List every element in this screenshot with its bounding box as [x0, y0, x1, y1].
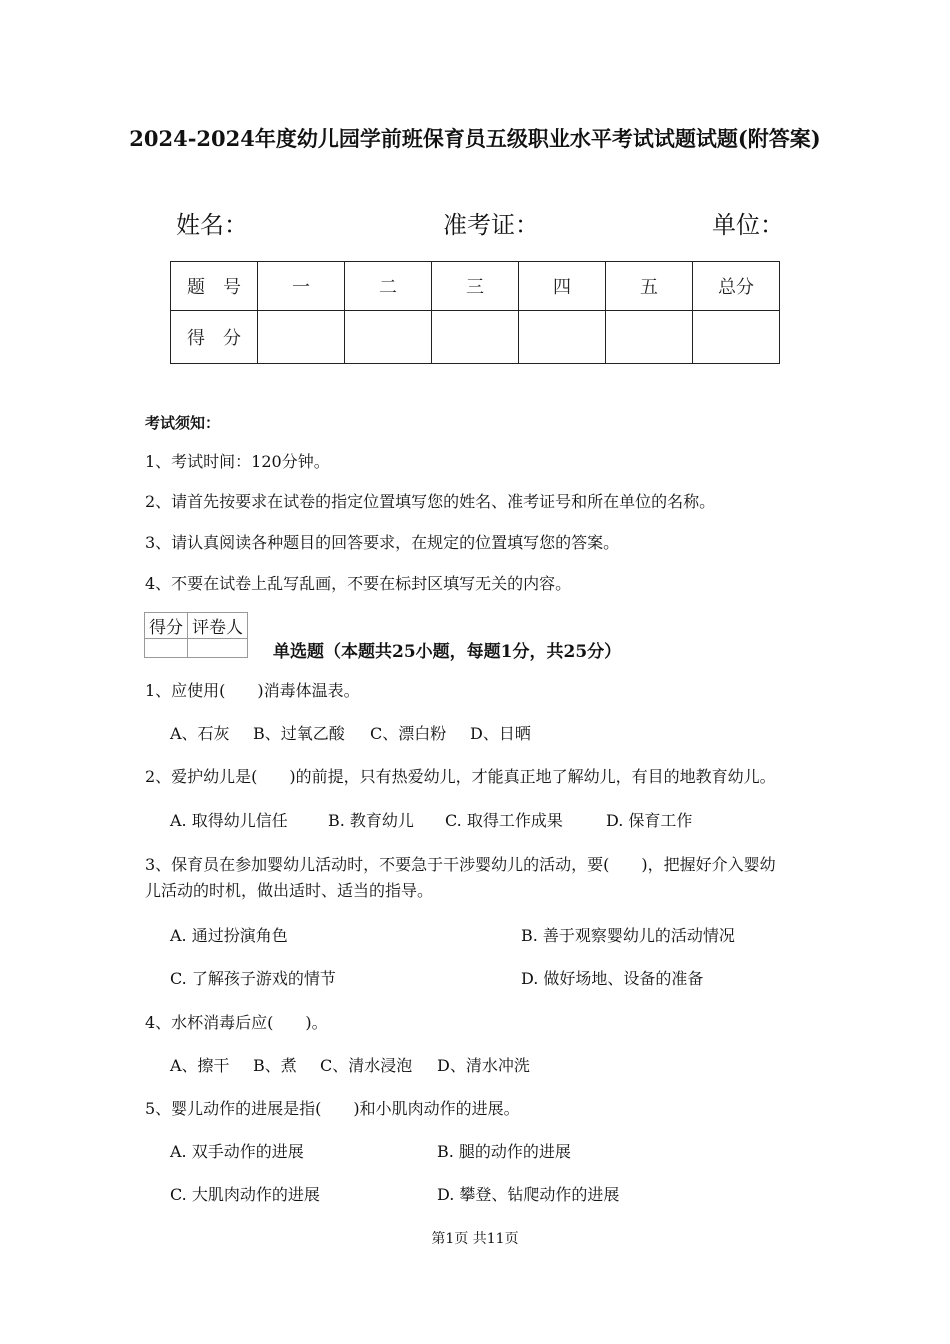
grader-score-cell[interactable]	[145, 639, 188, 658]
option: D、日晒	[470, 724, 531, 743]
option: C. 取得工作成果	[445, 811, 563, 830]
score-table-score-row	[171, 311, 780, 364]
notice-title: 考试须知：	[145, 414, 221, 432]
table-cell: 总分	[693, 262, 780, 311]
score-cell[interactable]	[432, 311, 519, 364]
notice-item: 4、不要在试卷上乱写乱画，不要在标封区填写无关的内容。	[145, 574, 572, 593]
score-cell[interactable]	[345, 311, 432, 364]
table-cell: 四	[519, 262, 606, 311]
score-cell[interactable]	[606, 311, 693, 364]
notice-item: 1、考试时间：120分钟。	[145, 452, 330, 471]
question-stem: 2、爱护幼儿是( )的前提，只有热爱幼儿，才能真正地了解幼儿，有目的地教育幼儿。	[145, 767, 776, 786]
document-title: 2024-2024年度幼儿园学前班保育员五级职业水平考试试题试题(附答案)	[129, 126, 821, 151]
score-cell[interactable]	[693, 311, 780, 364]
exam-id-label: 准考证：	[443, 211, 539, 239]
option: A、石灰	[170, 724, 230, 743]
question-stem: 1、应使用( )消毒体温表。	[145, 681, 360, 700]
table-cell: 五	[606, 262, 693, 311]
option: D. 保育工作	[606, 811, 693, 830]
grader-score-label: 得分	[145, 613, 188, 639]
option: C、清水浸泡	[320, 1056, 413, 1075]
table-cell: 一	[258, 262, 345, 311]
question-stem-continued: 儿活动的时机，做出适时、适当的指导。	[145, 881, 434, 900]
notice-item: 2、请首先按要求在试卷的指定位置填写您的姓名、准考证号和所在单位的名称。	[145, 492, 716, 511]
notice-item: 3、请认真阅读各种题目的回答要求，在规定的位置填写您的答案。	[145, 533, 620, 552]
option: D、清水冲洗	[437, 1056, 530, 1075]
grader-reviewer-cell[interactable]	[188, 639, 248, 658]
option: B. 腿的动作的进展	[437, 1142, 571, 1161]
option: A. 通过扮演角色	[170, 926, 288, 945]
section-title: 单选题（本题共25小题，每题1分，共25分）	[273, 642, 622, 662]
name-label: 姓名：	[176, 211, 248, 239]
score-cell[interactable]	[258, 311, 345, 364]
grader-reviewer-label: 评卷人	[188, 613, 248, 639]
option: B、过氧乙酸	[253, 724, 345, 743]
question-stem: 5、婴儿动作的进展是指( )和小肌肉动作的进展。	[145, 1099, 520, 1118]
option: B. 善于观察婴幼儿的活动情况	[521, 926, 735, 945]
option: C. 了解孩子游戏的情节	[170, 969, 336, 988]
score-table	[170, 261, 780, 364]
option: C、漂白粉	[370, 724, 447, 743]
unit-label: 单位：	[712, 211, 784, 239]
grader-box	[144, 612, 248, 658]
score-cell[interactable]	[519, 311, 606, 364]
option: A. 取得幼儿信任	[170, 811, 288, 830]
option: C. 大肌肉动作的进展	[170, 1185, 320, 1204]
table-cell: 得 分	[171, 311, 258, 364]
option: D. 攀登、钻爬动作的进展	[437, 1185, 620, 1204]
table-cell: 三	[432, 262, 519, 311]
table-cell: 题 号	[171, 262, 258, 311]
option: A. 双手动作的进展	[170, 1142, 304, 1161]
score-table-header-row	[171, 262, 780, 311]
question-stem: 3、保育员在参加婴幼儿活动时，不要急于干涉婴幼儿的活动，要( )，把握好介入婴幼	[145, 855, 776, 874]
option: D. 做好场地、设备的准备	[521, 969, 704, 988]
option: B、煮	[253, 1056, 297, 1075]
page-footer: 第1页 共11页	[431, 1231, 519, 1247]
question-stem: 4、水杯消毒后应( )。	[145, 1013, 328, 1032]
option: A、擦干	[170, 1056, 230, 1075]
option: B. 教育幼儿	[328, 811, 414, 830]
table-cell: 二	[345, 262, 432, 311]
